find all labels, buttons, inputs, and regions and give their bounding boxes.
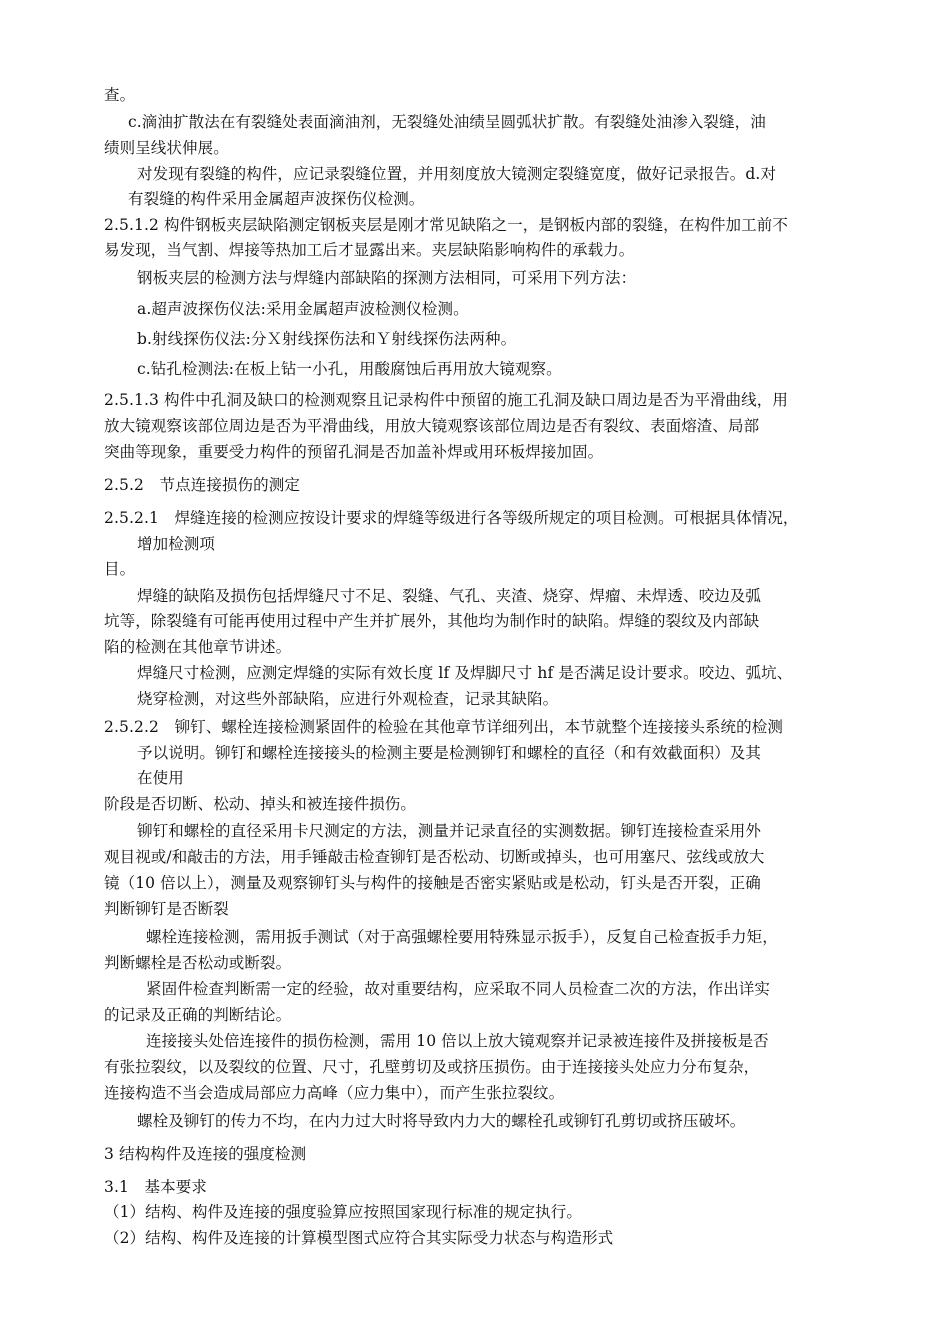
text-line: 2.5.1.2 构件钢板夹层缺陷测定钢板夹层是刚才常见缺陷之一，是钢板内部的裂缝，在构件加工前不 [104,216,788,234]
text-line: 紧固件检查判断需一定的经验，故对重要结构，应采取不同人员检查二次的方法，作出详实 [146,980,771,998]
text-line: （2）结构、构件及连接的计算模型图式应符合其实际受力状态与构造形式 [104,1229,614,1247]
text-line: 铆钉和螺栓的直径采用卡尺测定的方法，测量并记录直径的实测数据。铆钉连接检查采用外 [137,822,762,840]
text-line: 判断铆钉是否断裂 [104,900,229,918]
text-line: a.超声波探伤仪法:采用金属超声波检测仪检测。 [137,300,469,318]
text-line: 判断螺栓是否松动或断裂。 [104,954,292,972]
text-line: 放大镜观察该部位周边是否为平滑曲线，用放大镜观察该部位周边是否有裂纹、表面熔渣、局部 [104,417,760,435]
text-line: 查。 [104,86,136,104]
text-line: 陷的检测在其他章节讲述。 [104,638,292,656]
text-line: 连接构造不当会造成局部应力高峰（应力集中），而产生张拉裂纹。 [104,1084,565,1102]
text-line: 螺栓连接检测，需用扳手测试（对于高强螺栓要用特殊显示扳手），反复自己检查扳手力矩， [146,928,778,946]
text-line: 焊缝尺寸检测，应测定焊缝的实际有效长度 lf 及焊脚尺寸 hf 是否满足设计要求。咬边、弧坑、 [137,664,793,682]
text-line: 的记录及正确的判断结论。 [104,1006,292,1024]
text-line: 阶段是否切断、松动、掉头和被连接件损伤。 [104,795,417,813]
text-line: 2.5.2 节点连接损伤的测定 [104,476,300,494]
text-line: 有裂缝的构件采用金属超声波探伤仪检测。 [128,190,425,208]
text-line: 目。 [104,560,136,578]
text-line: 钢板夹层的检测方法与焊缝内部缺陷的探测方法相同，可采用下列方法： [137,269,637,287]
subsection-heading: 3.1 基本要求 [104,1178,207,1196]
text-line: 观目视或/和敲击的方法，用手锤敲击检查铆钉是否松动、切断或掉头，也可用塞尺、弦线或放大 [104,848,765,866]
text-line: 突曲等现象，重要受力构件的预留孔洞是否加盖补焊或用环板焊接加固。 [104,443,604,461]
text-line: 增加检测项 [137,535,216,553]
text-line: 予以说明。铆钉和螺栓连接接头的检测主要是检测铆钉和螺栓的直径（和有效截面积）及其 [137,744,762,762]
text-line: （1）结构、构件及连接的强度验算应按照国家现行标准的规定执行。 [104,1203,582,1221]
text-line: 坑等，除裂缝有可能再使用过程中产生并扩展外，其他均为制作时的缺陷。焊缝的裂纹及内部缺 [104,612,760,630]
section-heading: 3 结构构件及连接的强度检测 [104,1145,307,1163]
text-line: c.钻孔检测法:在板上钻一小孔，用酸腐蚀后再用放大镜观察。 [137,360,562,378]
text-line: 2.5.2.1 焊缝连接的检测应按设计要求的焊缝等级进行各等级所规定的项目检测。可根据具体情况， [104,509,799,527]
text-line: 镜（10 倍以上），测量及观察铆钉头与构件的接触是否密实紧贴或是松动，钉头是否开裂，正确 [104,874,761,892]
text-line: 在使用 [137,769,184,787]
text-line: 烧穿检测，对这些外部缺陷，应进行外观检查，记录其缺陷。 [137,690,559,708]
text-line: 易发现，当气割、焊接等热加工后才显露出来。夹层缺陷影响构件的承载力。 [104,241,635,259]
text-line: 螺栓及铆钉的传力不均，在内力过大时将导致内力大的螺栓孔或铆钉孔剪切或挤压破坏。 [137,1112,746,1130]
text-line: 有张拉裂纹，以及裂纹的位置、尺寸，孔壁剪切及或挤压损伤。由于连接接头处应力分布复杂， [104,1058,760,1076]
text-line: 绩则呈线状伸展。 [104,139,229,157]
text-line: c.滴油扩散法在有裂缝处表面滴油剂，无裂缝处油绩呈圆弧状扩散。有裂缝处油渗入裂缝，油 [128,113,766,131]
text-line: 连接接头处倍连接件的损伤检测，需用 10 倍以上放大镜观察并记录被连接件及拼接板是否 [146,1032,769,1050]
text-line: 焊缝的缺陷及损伤包括焊缝尺寸不足、裂缝、气孔、夹渣、烧穿、焊瘤、未焊透、咬边及弧 [137,587,762,605]
text-line: b.射线探伤仪法:分Ｘ射线探伤法和Ｙ射线探伤法两种。 [137,330,517,348]
text-line: 对发现有裂缝的构件，应记录裂缝位置，并用刻度放大镜测定裂缝宽度，做好记录报告。d.对 [137,165,777,183]
text-line: 2.5.2.2 铆钉、螺栓连接检测紧固件的检验在其他章节详细列出，本节就整个连接接头系统的检测 [104,718,783,736]
text-line: 2.5.1.3 构件中孔洞及缺口的检测观察且记录构件中预留的施工孔洞及缺口周边是否为平滑曲线，用 [104,391,788,409]
